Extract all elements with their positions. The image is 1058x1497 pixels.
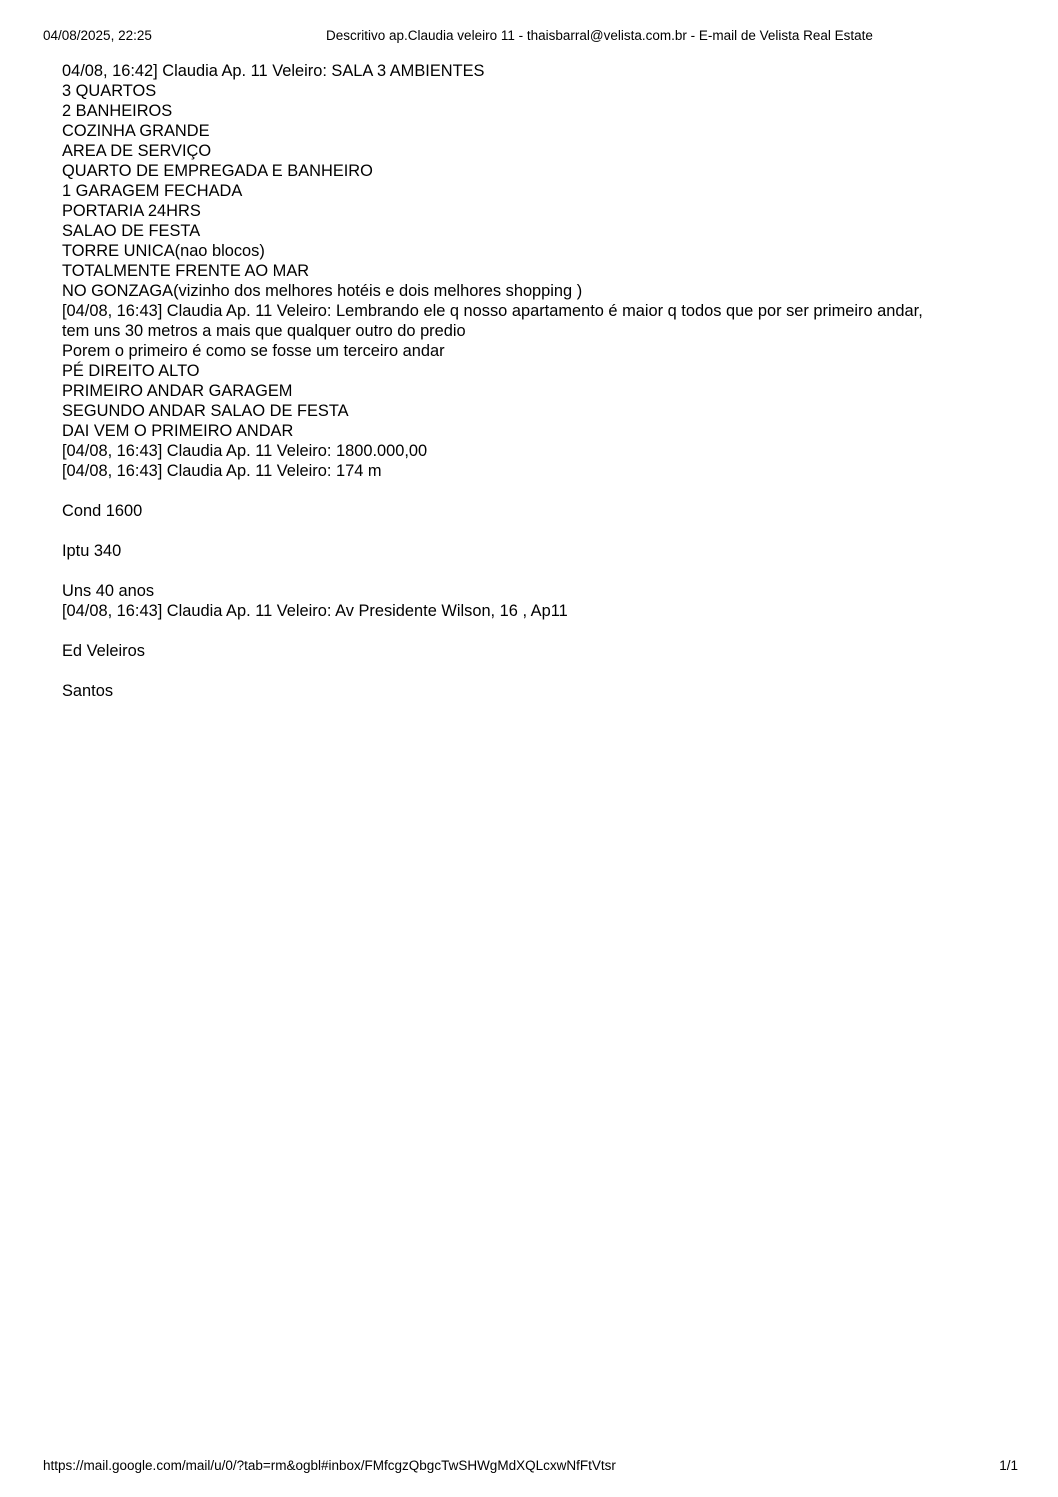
message-line: AREA DE SERVIÇO [62,142,212,160]
message-line-blank [62,481,1002,501]
message-line: PRIMEIRO ANDAR GARAGEM [62,382,293,400]
message-line: 04/08, 16:42] Claudia Ap. 11 Veleiro: SALA 3 AMBIENTES [62,62,485,80]
message-line-blank [62,561,1002,581]
message-line: [04/08, 16:43] Claudia Ap. 11 Veleiro: Lembrando ele q nosso apartamento é maior q todos que por ser primeiro andar, [62,302,923,320]
email-subject-title: Descritivo ap.Claudia veleiro 11 - thaisbarral@velista.com.br - E-mail de Velista Real Estate [326,28,873,43]
message-line: SEGUNDO ANDAR SALAO DE FESTA [62,402,349,420]
message-line: NO GONZAGA(vizinho dos melhores hotéis e dois melhores shopping ) [62,282,583,300]
message-line: 3 QUARTOS [62,82,157,100]
message-line: Porem o primeiro é como se fosse um terceiro andar [62,342,445,360]
message-line: Cond 1600 [62,502,143,520]
page-number: 1/1 [999,1458,1018,1473]
message-line: Ed Veleiros [62,642,145,660]
message-line: Santos [62,682,114,700]
message-line: [04/08, 16:43] Claudia Ap. 11 Veleiro: Av Presidente Wilson, 16 , Ap11 [62,602,568,620]
message-line: TORRE UNICA(nao blocos) [62,242,265,260]
message-line: Iptu 340 [62,542,122,560]
message-line-blank [62,661,1002,681]
print-datetime: 04/08/2025, 22:25 [43,28,152,43]
print-source-url: https://mail.google.com/mail/u/0/?tab=rm&ogbl#inbox/FMfcgzQbgcTwSHWgMdXQLcxwNfFtVtsr [43,1458,616,1473]
message-line: PÉ DIREITO ALTO [62,362,200,380]
message-line: tem uns 30 metros a mais que qualquer outro do predio [62,322,466,340]
message-line: Uns 40 anos [62,582,155,600]
email-message-body [62,61,1002,701]
message-line: COZINHA GRANDE [62,122,210,140]
message-line: SALAO DE FESTA [62,222,201,240]
message-line-blank [62,521,1002,541]
message-line: TOTALMENTE FRENTE AO MAR [62,262,310,280]
message-line: [04/08, 16:43] Claudia Ap. 11 Veleiro: 1800.000,00 [62,442,428,460]
print-header [0,26,1058,46]
message-line: DAI VEM O PRIMEIRO ANDAR [62,422,294,440]
message-line: PORTARIA 24HRS [62,202,201,220]
message-line: [04/08, 16:43] Claudia Ap. 11 Veleiro: 174 m [62,462,382,480]
message-line: 2 BANHEIROS [62,102,173,120]
message-line: QUARTO DE EMPREGADA E BANHEIRO [62,162,373,180]
message-line: 1 GARAGEM FECHADA [62,182,243,200]
message-line-blank [62,621,1002,641]
print-footer [0,1456,1058,1476]
